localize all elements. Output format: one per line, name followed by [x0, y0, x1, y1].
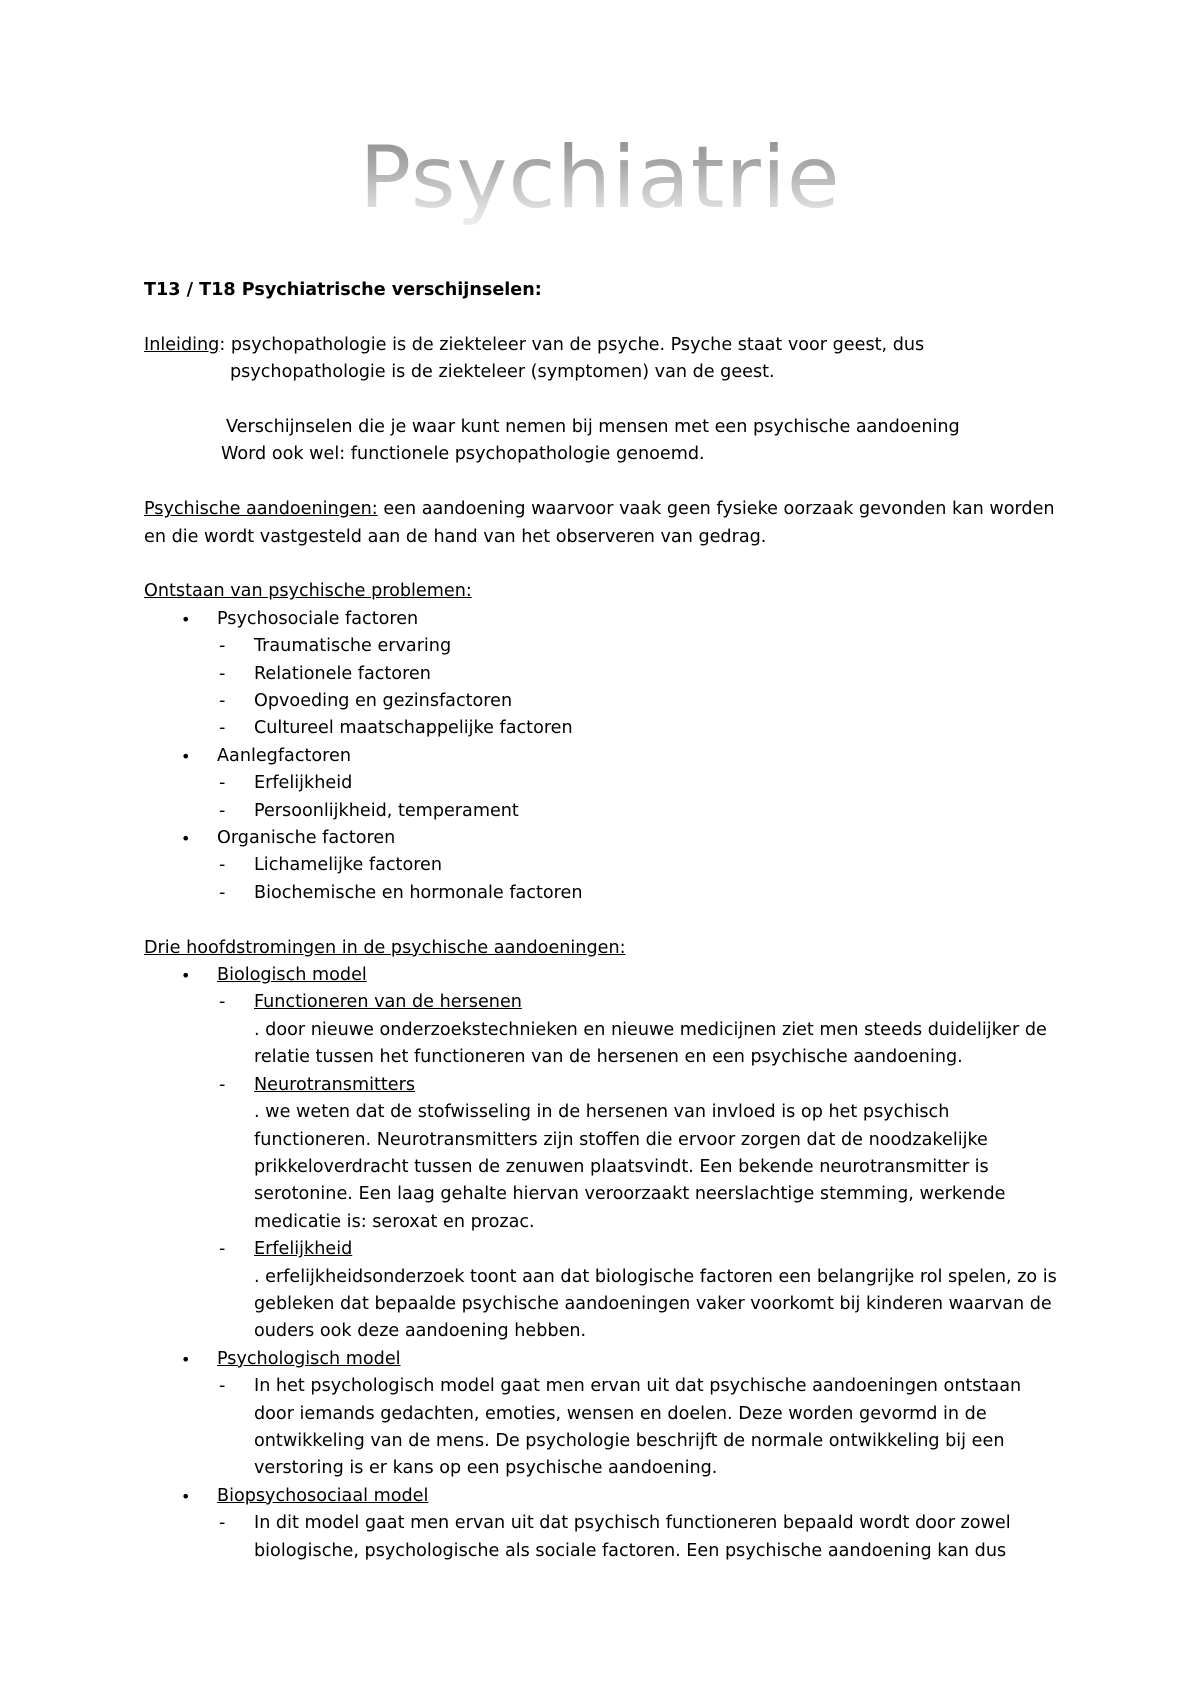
item-text: In het psychologisch model gaat men ervan uit dat psychische aandoeningen ontstaan door iemands gedachten, emoties, wensen en doelen. Deze worden gevormd in de ontwikkeling van de mens. De psychologie beschrijft de normale ontwikkeling bij een verstoring is er kans op een psychische aandoening.: [254, 1376, 1022, 1479]
dash-icon: -: [219, 1239, 226, 1260]
page-title: Psychiatrie: [0, 128, 1200, 228]
dash-icon: -: [219, 1513, 226, 1534]
dash-icon: -: [219, 691, 226, 712]
intro-line-4: Word ook wel: functionele psychopathologie genoemd.: [221, 444, 705, 465]
dash-icon: -: [219, 773, 226, 794]
ontstaan-group: [144, 825, 1064, 907]
list-item: - Persoonlijkheid, temperament: [217, 798, 1064, 825]
dash-icon: -: [219, 636, 226, 657]
dash-icon: -: [219, 882, 226, 903]
dash-icon: -: [219, 992, 226, 1013]
list-item: [217, 1236, 1064, 1346]
list-item: [217, 1373, 1064, 1483]
list-item: [217, 989, 1064, 1071]
intro-paragraph: Inleiding: psychopathologie is de ziekteleer van de psyche. Psyche staat voor geest, dus: [144, 334, 925, 355]
group-label: Aanlegfactoren: [217, 745, 351, 766]
bullet-icon: •: [181, 1486, 191, 1506]
bullet-icon: •: [181, 746, 191, 766]
model-item: [144, 962, 1064, 1346]
model-label: Psychologisch model: [217, 1348, 401, 1369]
group-label: Psychosociale factoren: [217, 608, 419, 629]
aandoeningen-paragraph: [144, 496, 1064, 551]
document-body: [144, 277, 1064, 1565]
intro-line-1: psychopathologie is de ziekteleer van de psyche. Psyche staat voor geest, dus: [225, 334, 925, 355]
dash-icon: -: [219, 1376, 226, 1397]
item-text: In dit model gaat men ervan uit dat psychisch functioneren bepaald wordt door zowel biologische, psychologische als sociale factoren. Een psychische aandoening kan dus: [254, 1513, 1011, 1561]
bullet-icon: •: [181, 1349, 191, 1369]
bullet-icon: •: [181, 609, 191, 629]
model-label: Biologisch model: [217, 965, 367, 986]
intro-line-2: psychopathologie is de ziekteleer (symptomen) van de geest.: [230, 362, 775, 383]
list-item: - Cultureel maatschappelijke factoren: [217, 715, 1064, 742]
dash-icon: -: [219, 800, 226, 821]
dash-icon: -: [219, 718, 226, 739]
item-title: Neurotransmitters: [254, 1074, 416, 1095]
bullet-icon: •: [181, 829, 191, 849]
section-heading: T13 / T18 Psychiatrische verschijnselen:: [144, 280, 542, 300]
intro-label: Inleiding: [144, 334, 220, 355]
sub-list: [217, 989, 1064, 1345]
stromingen-list: [144, 962, 1064, 1565]
list-item: - Erfelijkheid: [217, 770, 1064, 797]
dash-icon: -: [219, 855, 226, 876]
item-title: Functioneren van de hersenen: [254, 992, 522, 1013]
dash-icon: -: [219, 1074, 226, 1095]
list-item: - Traumatische ervaring: [217, 633, 1064, 660]
item-title: Erfelijkheid: [254, 1239, 353, 1260]
sub-list: [217, 1510, 1064, 1565]
item-text: . we weten dat de stofwisseling in de hersenen van invloed is op het psychisch functioneren. Neurotransmitters zijn stoffen die ervoor zorgen dat de noodzakelijke prikkeloverdracht tussen de zenuwen plaatsvindt. Een bekende neurotransmitter is serotonine. Een laag gehalte hiervan veroorzaakt neerslachtige stemming, werkende medicatie is: seroxat en prozac.: [254, 1102, 1006, 1232]
sub-list: [217, 770, 1064, 825]
item-text: . erfelijkheidsonderzoek toont aan dat biologische factoren een belangrijke rol spelen, zo is gebleken dat bepaalde psychische aandoeningen vaker voorkomt bij kinderen waarvan de ouders ook deze aandoening hebben.: [254, 1266, 1057, 1342]
ontstaan-group: [144, 606, 1064, 743]
model-item: [144, 1346, 1064, 1483]
stromingen-heading: Drie hoofdstromingen in de psychische aandoeningen:: [144, 937, 626, 958]
group-label: Organische factoren: [217, 828, 396, 849]
intro-line-3: Verschijnselen die je waar kunt nemen bij mensen met een psychische aandoening: [226, 417, 960, 437]
sub-list: [217, 1373, 1064, 1483]
list-item: - Opvoeding en gezinsfactoren: [217, 688, 1064, 715]
model-item: [144, 1483, 1064, 1565]
item-text: . door nieuwe onderzoekstechnieken en nieuwe medicijnen ziet men steeds duidelijker de relatie tussen het functioneren van de hersenen en een psychische aandoening.: [254, 1019, 1047, 1068]
list-item: - Biochemische en hormonale factoren: [217, 880, 1064, 907]
sub-list: [217, 852, 1064, 907]
list-item: - Relationele factoren: [217, 661, 1064, 688]
list-item: [217, 1072, 1064, 1236]
ontstaan-list: [144, 606, 1064, 907]
ontstaan-group: [144, 743, 1064, 825]
list-item: [217, 1510, 1064, 1565]
model-label: Biopsychosociaal model: [217, 1485, 429, 1506]
bullet-icon: •: [181, 966, 191, 986]
aandoeningen-label: Psychische aandoeningen:: [144, 499, 378, 520]
dash-icon: -: [219, 663, 226, 684]
sub-list: [217, 633, 1064, 743]
aandoeningen-text: een aandoening waarvoor vaak geen fysieke oorzaak gevonden kan worden en die wordt vastgesteld aan de hand van het observeren van gedrag.: [144, 499, 1055, 547]
list-item: - Lichamelijke factoren: [217, 852, 1064, 879]
ontstaan-heading: Ontstaan van psychische problemen:: [144, 581, 472, 602]
